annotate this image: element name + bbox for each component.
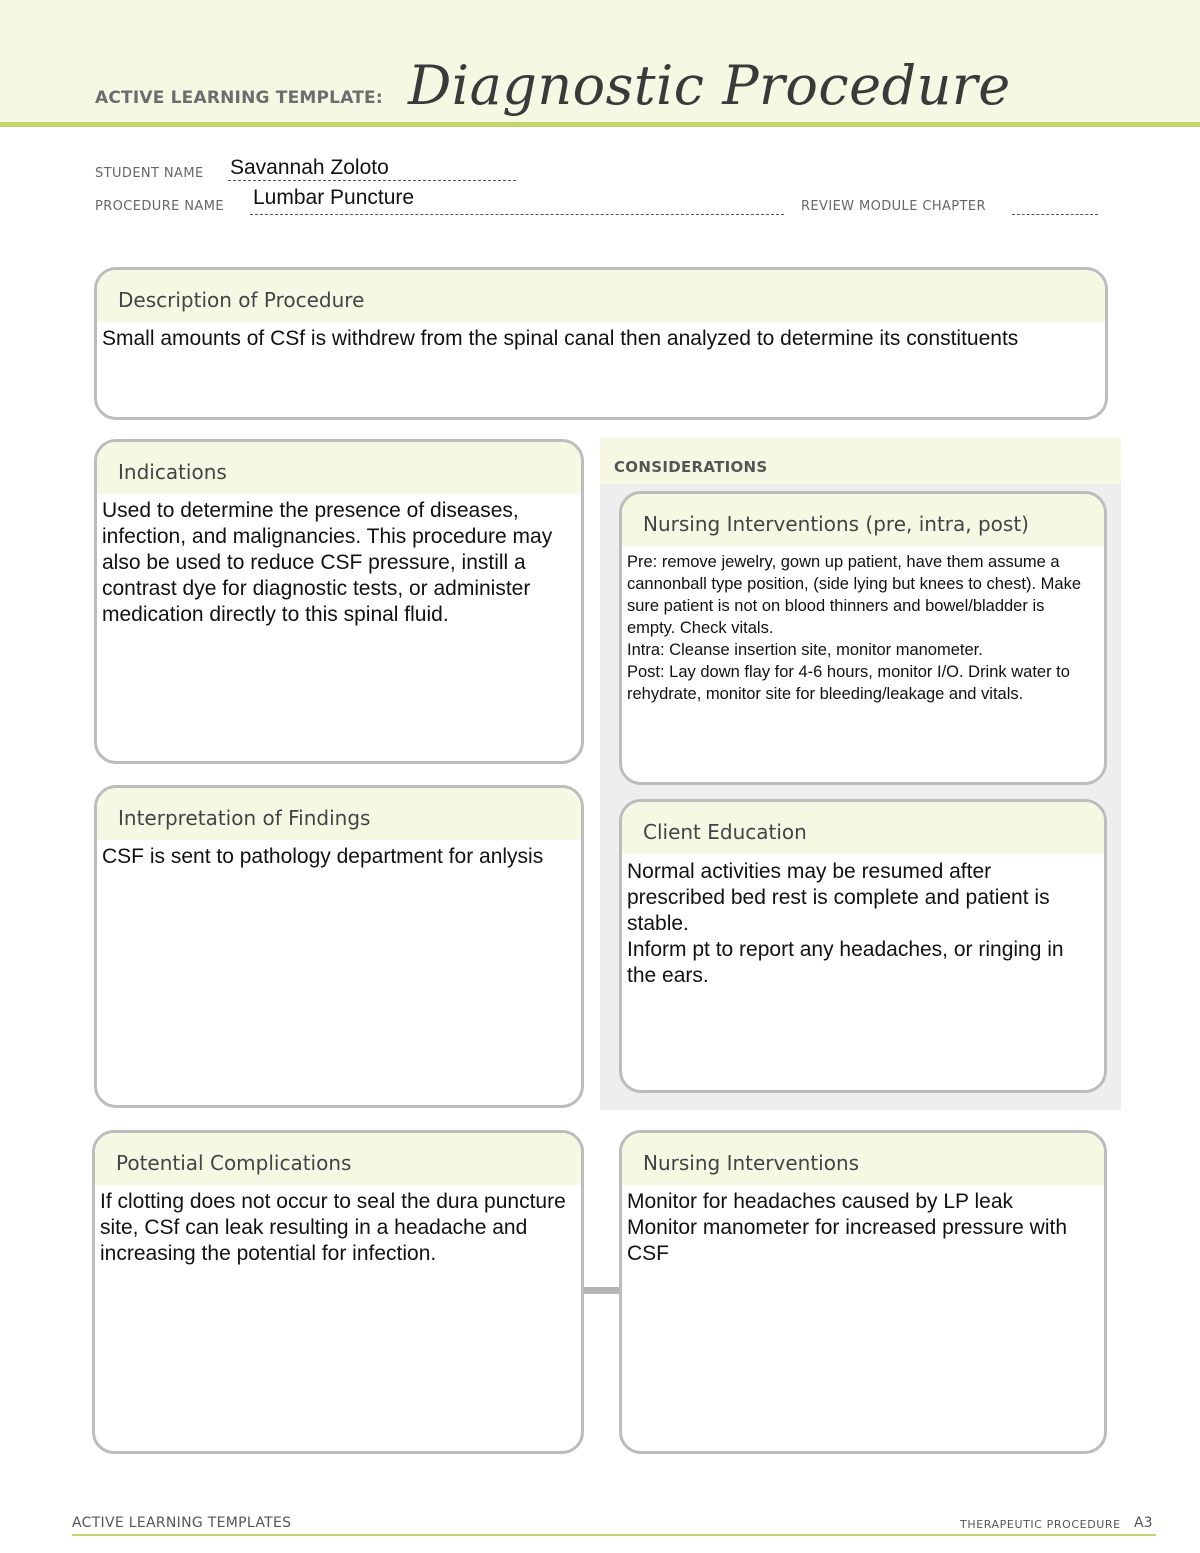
nursing-interventions-pip-title: Nursing Interventions (pre, intra, post) (643, 512, 1029, 536)
considerations-title: CONSIDERATIONS (614, 458, 768, 476)
review-module-label: REVIEW MODULE CHAPTER (801, 199, 986, 214)
indications-box (94, 439, 584, 764)
complications-text[interactable]: If clotting does not occur to seal the dura puncture site, CSf can leak resulting in a headache and increasing the potential for infection. (100, 1190, 566, 1265)
procedure-name-label: PROCEDURE NAME (95, 199, 224, 214)
client-education-header (622, 802, 1104, 854)
complications-header (95, 1133, 581, 1185)
footer-rule (72, 1534, 1156, 1536)
complications-box (92, 1130, 584, 1454)
indications-text[interactable]: Used to determine the presence of diseases, infection, and malignancies. This procedure may also be used to reduce CSF pressure, instill a contrast dye for diagnostic tests, or administer medication directly to this spinal fluid. (102, 499, 553, 626)
connector-bar (582, 1287, 622, 1294)
student-name-line (228, 180, 516, 181)
client-education-box (619, 799, 1107, 1093)
description-box (94, 267, 1108, 420)
nursing-interventions-title: Nursing Interventions (643, 1151, 860, 1175)
nursing-interventions-box (619, 1130, 1107, 1454)
client-education-title: Client Education (643, 820, 807, 844)
interpretation-text[interactable]: CSF is sent to pathology department for anlysis (102, 845, 544, 868)
procedure-name-field[interactable]: Lumbar Puncture (253, 186, 415, 209)
indications-title: Indications (118, 460, 227, 484)
nursing-interventions-pip-box (619, 491, 1107, 785)
indications-header (97, 442, 581, 494)
student-name-field[interactable]: Savannah Zoloto (230, 156, 389, 179)
template-label: ACTIVE LEARNING TEMPLATE: (95, 88, 383, 108)
footer-page-number: A3 (1134, 1515, 1153, 1531)
complications-title: Potential Complications (116, 1151, 352, 1175)
interpretation-header (97, 788, 581, 840)
interpretation-title: Interpretation of Findings (118, 806, 371, 830)
nursing-interventions-text[interactable]: Monitor for headaches caused by LP leak Monitor manometer for increased pressure with CSF (627, 1190, 1068, 1265)
description-title: Description of Procedure (118, 288, 365, 312)
header-rule (0, 122, 1200, 127)
description-text[interactable]: Small amounts of CSf is withdrew from the spinal canal then analyzed to determine its constituents (102, 327, 1019, 350)
nursing-interventions-pip-header (622, 494, 1104, 546)
client-education-text[interactable]: Normal activities may be resumed after prescribed bed rest is complete and patient is stable. Inform pt to report any headaches, or ringing in the ears. (627, 860, 1064, 987)
footer-left: ACTIVE LEARNING TEMPLATES (72, 1515, 292, 1531)
review-module-field[interactable] (1012, 214, 1098, 215)
interpretation-box (94, 785, 584, 1108)
footer-right: THERAPEUTIC PROCEDURE (960, 1518, 1121, 1531)
procedure-name-line (250, 214, 784, 215)
description-header (97, 270, 1105, 322)
page-title: Diagnostic Procedure (408, 54, 1011, 117)
nursing-interventions-pip-text[interactable]: Pre: remove jewelry, gown up patient, have them assume a cannonball type position, (side lying but knees to chest). Make sure patient is not on blood thinners and bowel/bladder is empty. Check vitals. Intra: Cleanse insertion site, monitor manometer. Post: Lay down flay for 4-6 hours, monitor I/O. Drink water to rehydrate, monitor site for bleeding/leakage and vitals. (627, 553, 1082, 703)
student-name-label: STUDENT NAME (95, 166, 204, 181)
nursing-interventions-header (622, 1133, 1104, 1185)
considerations-header (600, 438, 1121, 484)
